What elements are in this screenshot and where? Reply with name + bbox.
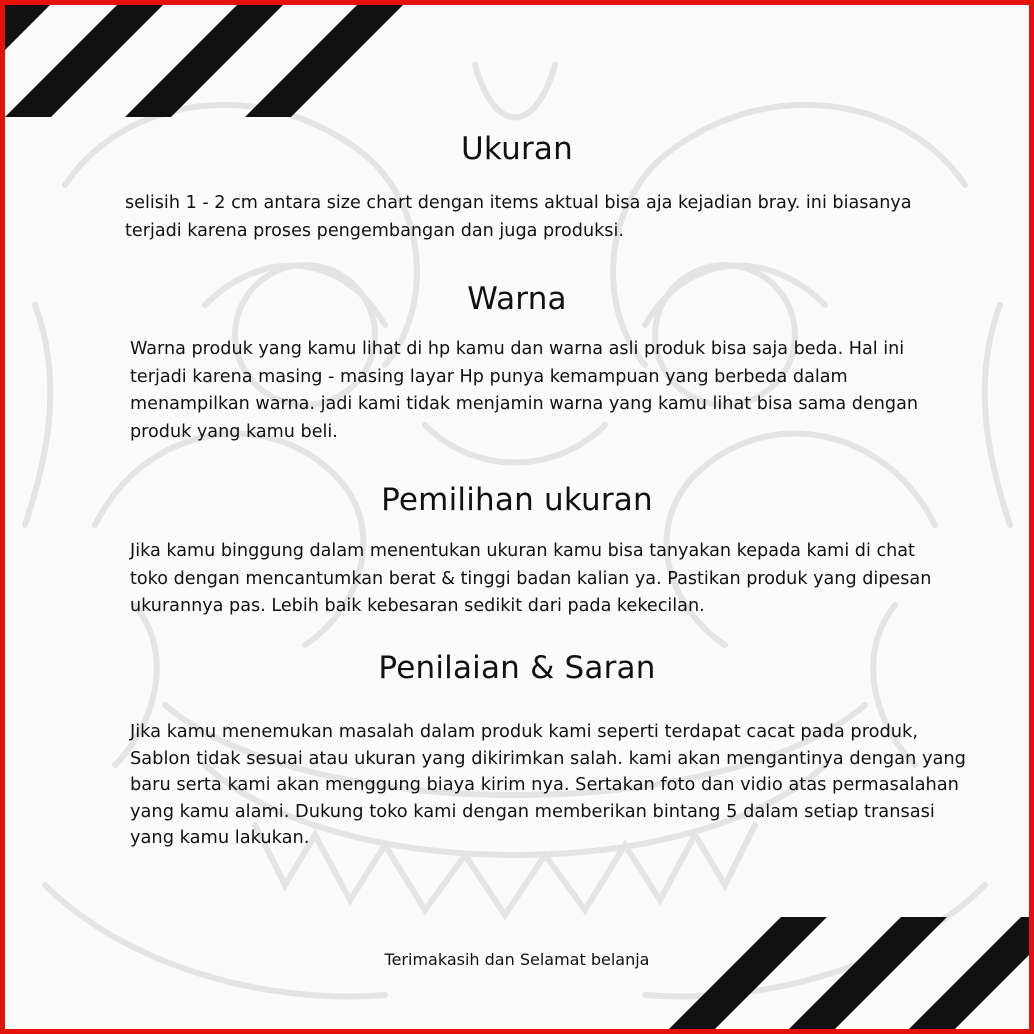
footer-thanks: Terimakasih dan Selamat belanja: [384, 950, 650, 969]
content: [5, 5, 1029, 1029]
section-body-warna: Warna produk yang kamu lihat di hp kamu dan warna asli produk bisa saja beda. Hal ini terjadi karena masing - masing layar Hp punya kemampuan yang berbeda dalam menampilkan warna. jadi kami tidak menjamin warna yang kamu lihat bisa sama dengan produk yang kamu beli.: [130, 339, 919, 442]
section-title-warna: Warna: [467, 281, 567, 317]
section-body-pemilihan-ukuran: Jika kamu binggung dalam menentukan ukuran kamu bisa tanyakan kepada kami di chat toko dengan mencantumkan berat & tinggi badan kalian ya. Pastikan produk yang dipesan ukurannya pas. Lebih baik kebesaran sedikit dari pada kekecilan.: [130, 541, 932, 616]
section-title-ukuran: Ukuran: [461, 131, 573, 167]
section-title-pemilihan-ukuran: Pemilihan ukuran: [381, 482, 653, 518]
section-title-penilaian-saran: Penilaian & Saran: [378, 650, 656, 686]
section-body-penilaian-saran: Jika kamu menemukan masalah dalam produk kami seperti terdapat cacat pada produk, Sablon tidak sesuai atau ukuran yang dikirimkan salah. kami akan mengantinya dengan yang baru serta kami akan menggung biaya kirim nya. Sertakan foto dan vidio atas permasalahan yang kamu alami. Dukung toko kami dengan memberikan bintang 5 dalam setiap transasi yang kamu lakukan.: [130, 721, 966, 848]
section-body-ukuran: selisih 1 - 2 cm antara size chart dengan items aktual bisa aja kejadian bray. ini biasanya terjadi karena proses pengembangan dan juga produksi.: [125, 193, 912, 241]
